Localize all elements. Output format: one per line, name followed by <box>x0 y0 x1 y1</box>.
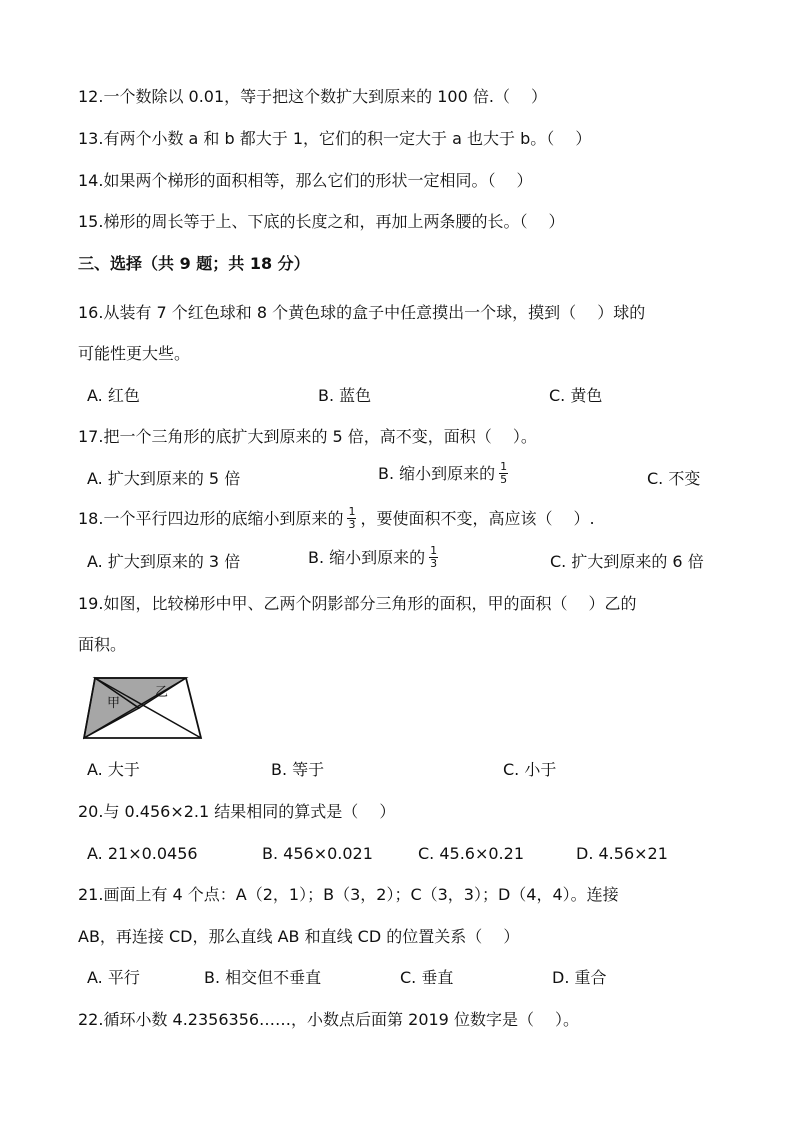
q17-option-a: A. 扩大到原来的 5 倍 <box>87 469 241 488</box>
q21-option-c: C. 垂直 <box>400 968 454 987</box>
q18-option-b <box>308 545 442 570</box>
question-19-line2: 面积。 <box>78 635 127 654</box>
q16-option-b: B. 蓝色 <box>318 386 372 405</box>
q17-option-b <box>378 461 512 486</box>
q20-option-b: B. 456×0.021 <box>262 844 373 863</box>
q19-option-b: B. 等于 <box>271 760 325 779</box>
label-jia: 甲 <box>107 696 121 711</box>
q18-option-b-text: B. 缩小到原来的 <box>308 547 426 567</box>
question-20: 20.与 0.456×2.1 结果相同的算式是（ ） <box>78 802 396 821</box>
fraction-numerator: 1 <box>348 505 356 518</box>
q21-option-b: B. 相交但不垂直 <box>204 968 322 987</box>
question-21-line2: AB，再连接 CD，那么直线 AB 和直线 CD 的位置关系（ ） <box>78 927 520 946</box>
trapezoid-figure <box>80 674 206 742</box>
q20-option-a: A. 21×0.0456 <box>87 844 198 863</box>
question-18 <box>78 506 595 531</box>
fraction-numerator: 1 <box>430 544 438 557</box>
question-18-text-end: ，要使面积不变，高应该（ ）. <box>360 508 595 528</box>
fraction-denominator: 3 <box>430 557 438 570</box>
q19-option-c: C. 小于 <box>503 760 557 779</box>
question-18-text: 18.一个平行四边形的底缩小到原来的 <box>78 508 344 528</box>
q20-option-d: D. 4.56×21 <box>576 844 668 863</box>
label-yi: 乙 <box>155 685 169 700</box>
q21-option-a: A. 平行 <box>87 968 140 987</box>
fraction-denominator: 3 <box>348 518 356 531</box>
fraction-denominator: 5 <box>500 473 508 486</box>
question-16-line2: 可能性更大些。 <box>78 344 191 363</box>
section-heading: 三、选择（共 9 题；共 18 分） <box>78 254 310 273</box>
q20-option-c: C. 45.6×0.21 <box>418 844 524 863</box>
q16-option-c: C. 黄色 <box>549 386 603 405</box>
q19-option-a: A. 大于 <box>87 760 140 779</box>
question-19-line1: 19.如图，比较梯形中甲、乙两个阴影部分三角形的面积，甲的面积（ ）乙的 <box>78 594 637 613</box>
question-17: 17.把一个三角形的底扩大到原来的 5 倍，高不变，面积（ ）。 <box>78 427 537 446</box>
question-14: 14.如果两个梯形的面积相等，那么它们的形状一定相同。（ ） <box>78 171 533 190</box>
question-15: 15.梯形的周长等于上、下底的长度之和，再加上两条腰的长。（ ） <box>78 212 565 231</box>
q16-option-a: A. 红色 <box>87 386 140 405</box>
question-16-line1: 16.从装有 7 个红色球和 8 个黄色球的盒子中任意摸出一个球，摸到（ ）球的 <box>78 303 646 322</box>
fraction <box>347 506 356 531</box>
q17-option-b-text: B. 缩小到原来的 <box>378 463 496 483</box>
q18-option-a: A. 扩大到原来的 3 倍 <box>87 552 241 571</box>
q17-option-c: C. 不变 <box>647 469 701 488</box>
q18-option-c: C. 扩大到原来的 6 倍 <box>550 552 704 571</box>
question-22: 22.循环小数 4.2356356……，小数点后面第 2019 位数字是（ ）。 <box>78 1010 580 1029</box>
fraction-numerator: 1 <box>500 460 508 473</box>
fraction <box>429 545 438 570</box>
question-13: 13.有两个小数 a 和 b 都大于 1，它们的积一定大于 a 也大于 b。（ ） <box>78 129 592 148</box>
fraction <box>499 461 508 486</box>
question-12: 12.一个数除以 0.01，等于把这个数扩大到原来的 100 倍.（ ） <box>78 87 548 106</box>
q21-option-d: D. 重合 <box>552 968 607 987</box>
question-21-line1: 21.画面上有 4 个点：A（2，1）；B（3，2）；C（3，3）；D（4，4）。连接 <box>78 885 619 904</box>
